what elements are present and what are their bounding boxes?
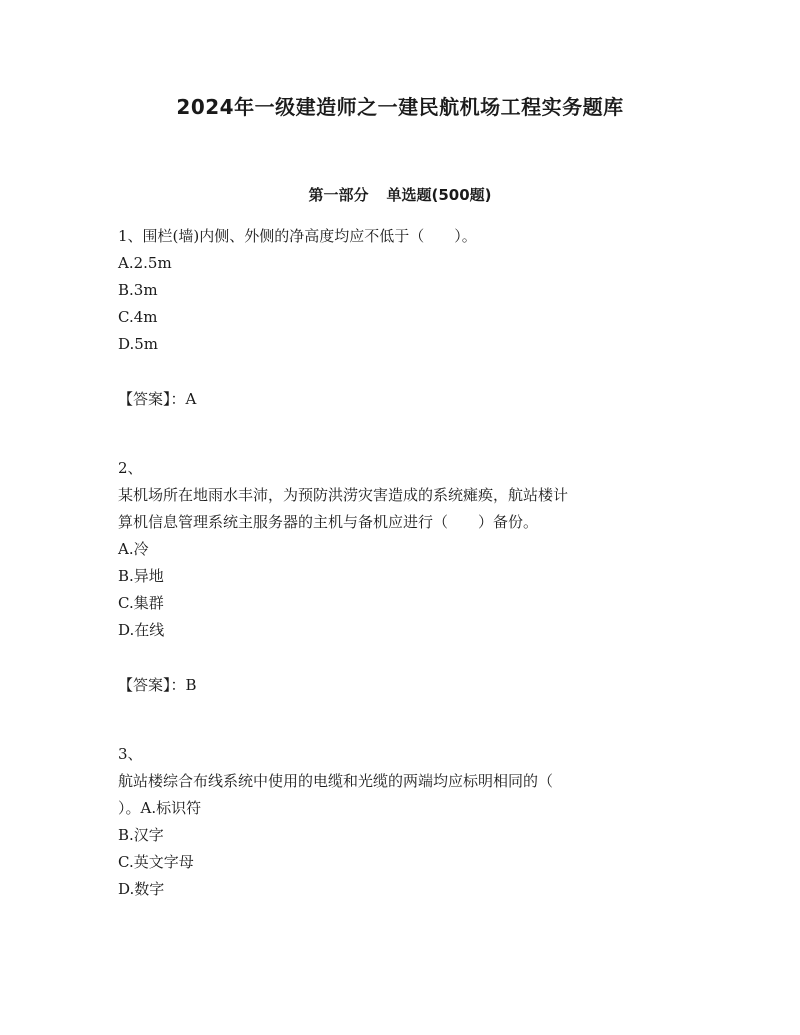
question-1-stem: 1、围栏(墙)内侧、外侧的净高度均应不低于（ ）。 bbox=[118, 227, 477, 245]
question-3-number: 3、 bbox=[118, 745, 143, 763]
document-title: 2024年一级建造师之一建民航机场工程实务题库 bbox=[176, 95, 624, 119]
question-3-stem-line-2: ）。A.标识符 bbox=[118, 799, 202, 817]
question-1-answer bbox=[118, 386, 196, 413]
question-2-option-c: C.集群 bbox=[118, 594, 164, 612]
question-2-option-b: B.异地 bbox=[118, 567, 164, 585]
answer-value: B bbox=[185, 676, 197, 694]
section-part: 第一部分 bbox=[308, 186, 369, 204]
question-2-option-a: A.冷 bbox=[118, 540, 149, 558]
question-2-stem-line-1: 某机场所在地雨水丰沛，为预防洪涝灾害造成的系统瘫痪，航站楼计 bbox=[118, 486, 569, 504]
question-3-option-d: D.数字 bbox=[118, 880, 165, 898]
answer-label: 【答案】： bbox=[118, 676, 186, 694]
question-1-option-a: A.2.5m bbox=[118, 254, 172, 272]
section-title bbox=[0, 183, 800, 207]
question-1 bbox=[118, 223, 678, 358]
question-1-option-d: D.5m bbox=[118, 335, 159, 353]
answer-label: 【答案】： bbox=[118, 390, 186, 408]
question-3-option-b: B.汉字 bbox=[118, 826, 164, 844]
answer-value: A bbox=[185, 390, 197, 408]
question-2-number: 2、 bbox=[118, 459, 143, 477]
question-1-option-c: C.4m bbox=[118, 308, 158, 326]
question-2 bbox=[118, 455, 678, 644]
question-3-option-c: C.英文字母 bbox=[118, 853, 194, 871]
question-1-option-b: B.3m bbox=[118, 281, 158, 299]
question-3 bbox=[118, 741, 678, 903]
question-2-option-d: D.在线 bbox=[118, 621, 165, 639]
section-name: 单选题(500题) bbox=[386, 186, 492, 204]
question-2-answer bbox=[118, 672, 197, 699]
question-3-stem-line-1: 航站楼综合布线系统中使用的电缆和光缆的两端均应标明相同的（ bbox=[118, 772, 554, 790]
question-2-stem-line-2: 算机信息管理系统主服务器的主机与备机应进行（ ）备份。 bbox=[118, 513, 539, 531]
